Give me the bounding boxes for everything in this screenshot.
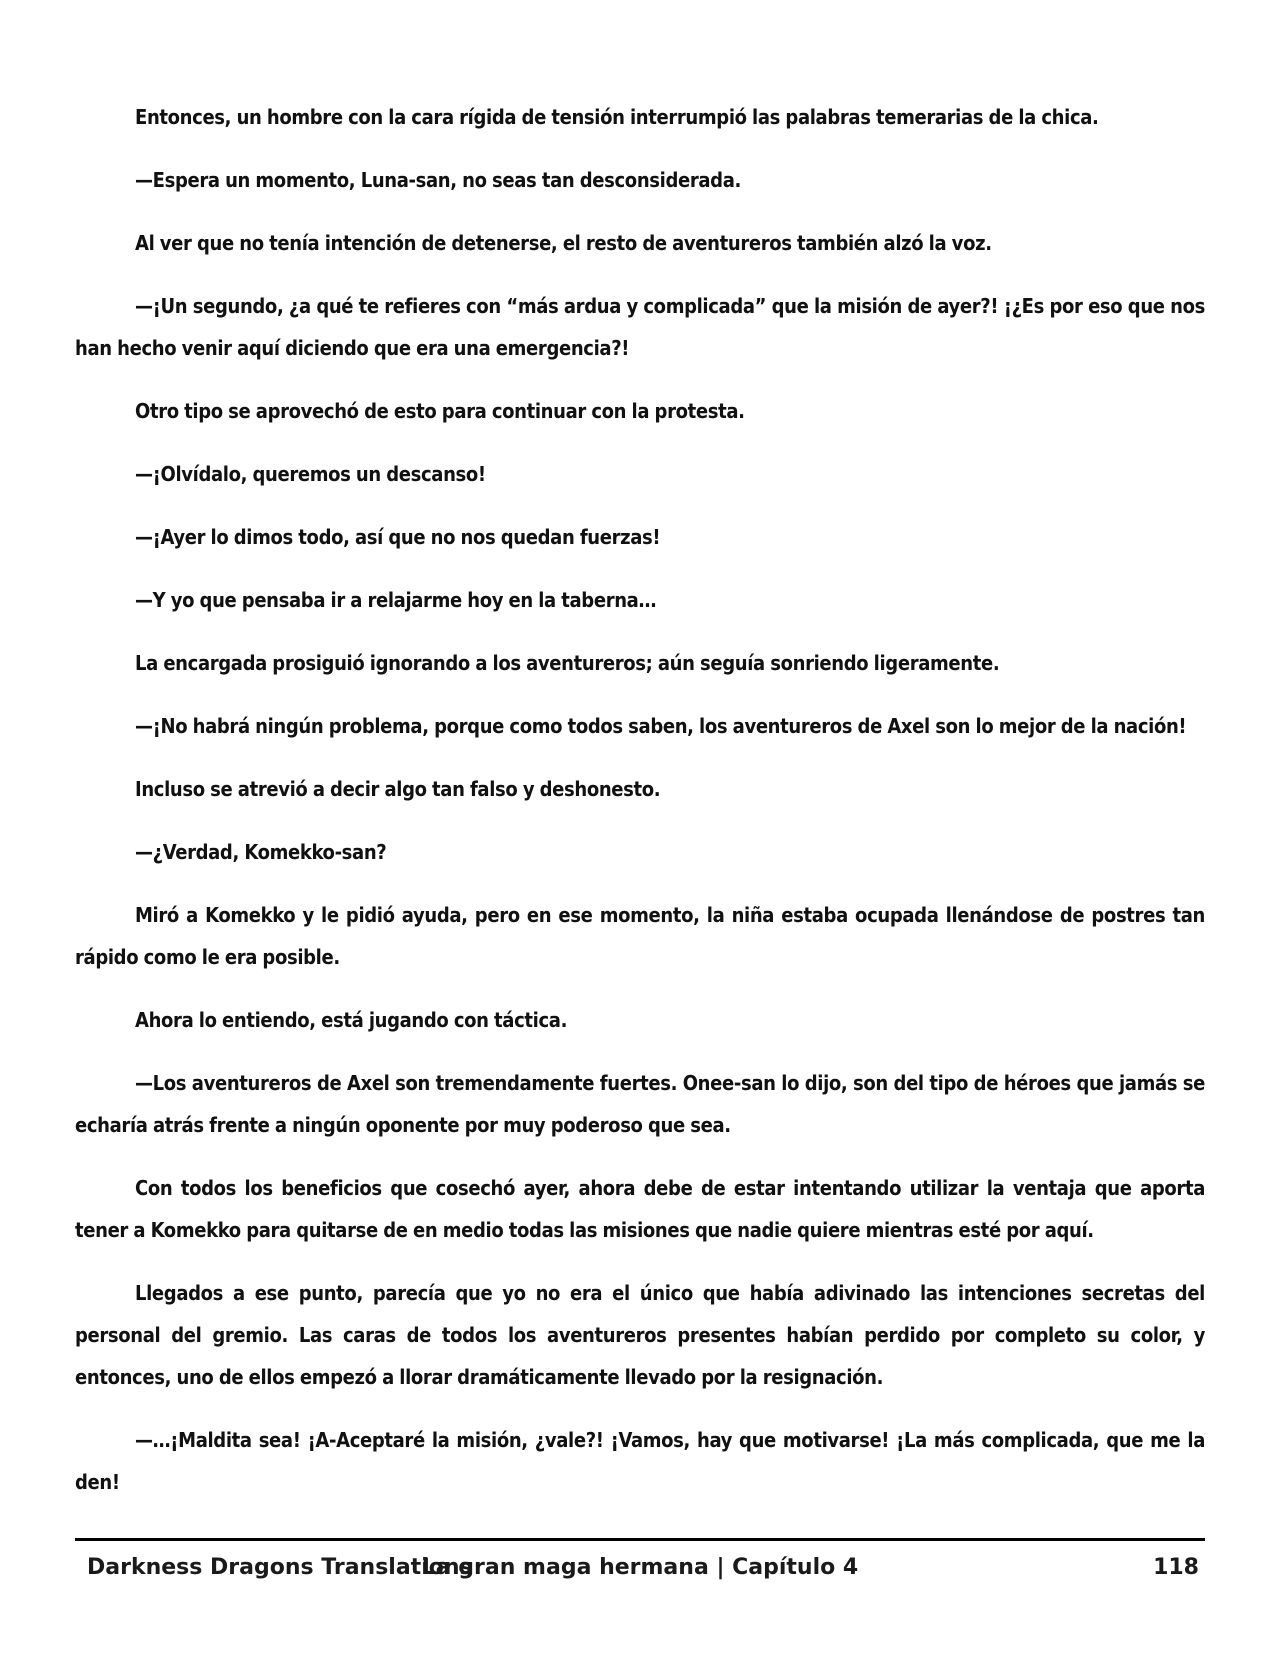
paragraph: —¡Un segundo, ¿a qué te refieres con “más ardua y complicada” que la misión de ayer?! ¡¿Es por eso que nos han hecho venir aquí diciendo que era una emergencia?! xyxy=(75,294,1205,360)
paragraph: Llegados a ese punto, parecía que yo no era el único que había adivinado las intenciones secretas del personal del gremio. Las caras de todos los aventureros presentes habían perdido por completo su color, y entonces, uno de ellos empezó a llorar dramáticamente llevado por la resignación. xyxy=(75,1281,1205,1389)
footer-translator: Darkness Dragons Translations xyxy=(87,1555,473,1580)
paragraph: —¡Ayer lo dimos todo, así que no nos quedan fuerzas! xyxy=(135,525,661,549)
footer-book-chapter: La gran maga hermana | Capítulo 4 xyxy=(421,1555,859,1580)
page-number: 118 xyxy=(1153,1555,1199,1580)
paragraph: Miró a Komekko y le pidió ayuda, pero en ese momento, la niña estaba ocupada llenándose de postres tan rápido como le era posible. xyxy=(75,903,1205,969)
paragraph: —¿Verdad, Komekko-san? xyxy=(135,840,387,864)
paragraph: —¡Olvídalo, queremos un descanso! xyxy=(135,462,486,486)
paragraph: Ahora lo entiendo, está jugando con táctica. xyxy=(135,1008,568,1032)
paragraph: Incluso se atrevió a decir algo tan falso y deshonesto. xyxy=(135,777,661,801)
paragraph: —¡No habrá ningún problema, porque como todos saben, los aventureros de Axel son lo mejor de la nación! xyxy=(135,714,1187,738)
page-footer xyxy=(75,1550,1205,1586)
body-text xyxy=(75,96,1205,1524)
paragraph: Otro tipo se aprovechó de esto para continuar con la protesta. xyxy=(135,399,745,423)
paragraph: —Espera un momento, Luna-san, no seas tan desconsiderada. xyxy=(135,168,741,192)
paragraph: La encargada prosiguió ignorando a los aventureros; aún seguía sonriendo ligeramente. xyxy=(135,651,1000,675)
footer-divider xyxy=(75,1538,1205,1541)
paragraph: —Y yo que pensaba ir a relajarme hoy en la taberna… xyxy=(135,588,657,612)
paragraph: —…¡Maldita sea! ¡A-Aceptaré la misión, ¿vale?! ¡Vamos, hay que motivarse! ¡La más complicada, que me la den! xyxy=(75,1428,1205,1494)
paragraph: Al ver que no tenía intención de detenerse, el resto de aventureros también alzó la voz. xyxy=(135,231,992,255)
paragraph: Entonces, un hombre con la cara rígida de tensión interrumpió las palabras temerarias de la chica. xyxy=(135,105,1099,129)
paragraph: Con todos los beneficios que cosechó ayer, ahora debe de estar intentando utilizar la ventaja que aporta tener a Komekko para quitarse de en medio todas las misiones que nadie quiere mientras esté por aquí. xyxy=(75,1176,1205,1242)
paragraph: —Los aventureros de Axel son tremendamente fuertes. Onee-san lo dijo, son del tipo de héroes que jamás se echaría atrás frente a ningún oponente por muy poderoso que sea. xyxy=(75,1071,1205,1137)
